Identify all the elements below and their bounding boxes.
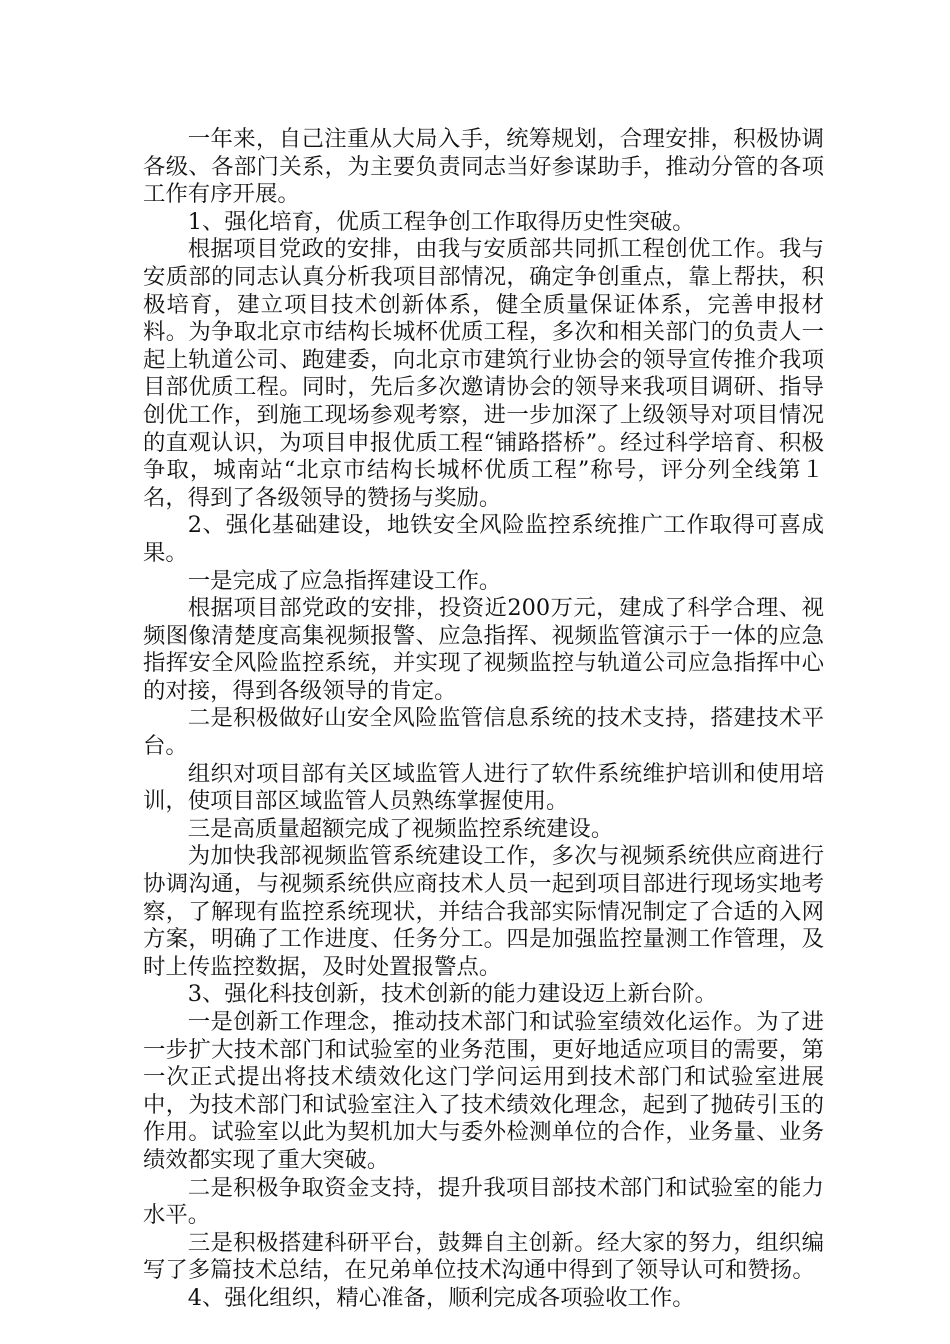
paragraph-item-2-title: 二是积极做好山安全风险监管信息系统的技术支持，搭建技术平台。 [143, 705, 824, 760]
document-page [143, 126, 824, 1313]
paragraph-item-2-body: 组织对项目部有关区域监管人进行了软件系统维护培训和使用培训，使项目部区域监管人员熟练掌握使用。 [143, 760, 824, 815]
paragraph-section-1-body: 根据项目党政的安排，由我与安质部共同抓工程创优工作。我与安质部的同志认真分析我项目部情况，确定争创重点，靠上帮扶，积极培育，建立项目技术创新体系，健全质量保证体系，完善申报材料。为争取北京市结构长城杯优质工程，多次和相关部门的负责人一起上轨道公司、跑建委，向北京市建筑行业协会的领导宣传推介我项目部优质工程。同时，先后多次邀请协会的领导来我项目调研、指导创优工作，到施工现场参观考察，进一步加深了上级领导对项目情况的直观认识，为项目申报优质工程“铺路搭桥”。经过科学培育、积极争取，城南站“北京市结构长城杯优质工程”称号，评分列全线第１名，得到了各级领导的赞扬与奖励。 [143, 236, 824, 511]
paragraph-item-1-title: 一是完成了应急指挥建设工作。 [187, 567, 502, 594]
heading-section-4: 4、强化组织，精心准备，顺利完成各项验收工作。 [187, 1284, 695, 1311]
paragraph-section-3-item-2: 二是积极争取资金支持，提升我项目部技术部门和试验室的能力水平。 [143, 1174, 824, 1229]
paragraph-item-3-body: 为加快我部视频监管系统建设工作，多次与视频系统供应商进行协调沟通，与视频系统供应商技术人员一起到项目部进行现场实地考察，了解现有监控系统现状，并结合我部实际情况制定了合适的入网方案，明确了工作进度、任务分工。四是加强监控量测工作管理，及时上传监控数据，及时处置报警点。 [143, 843, 824, 980]
heading-section-2: 2、强化基础建设，地铁安全风险监控系统推广工作取得可喜成果。 [143, 512, 824, 566]
paragraph-section-3-item-1: 一是创新工作理念，推动技术部门和试验室绩效化运作。为了进一步扩大技术部门和试验室的业务范围，更好地适应项目的需要，第一次正式提出将技术绩效化这门学问运用到技术部门和试验室进展中，为技术部门和试验室注入了技术绩效化理念，起到了抛砖引玉的作用。试验室以此为契机加大与委外检测单位的合作，业务量、业务绩效都实现了重大突破。 [143, 1009, 824, 1173]
heading-section-1: 1、强化培育，优质工程争创工作取得历史性突破。 [187, 208, 695, 235]
paragraph-item-1-body: 根据项目部党政的安排，投资近200万元，建成了科学合理、视频图像清楚度高集视频报警、应急指挥、视频监管演示于一体的应急指挥安全风险监控系统，并实现了视频监控与轨道公司应急指挥中心的对接，得到各级领导的肯定。 [143, 595, 824, 704]
heading-section-3: 3、强化科技创新，技术创新的能力建设迈上新台阶。 [187, 981, 718, 1008]
paragraph-item-3-title: 三是高质量超额完成了视频监控系统建设。 [187, 815, 614, 842]
paragraph-section-3-item-3: 三是积极搭建科研平台，鼓舞自主创新。经大家的努力，组织编写了多篇技术总结，在兄弟单位技术沟通中得到了领导认可和赞扬。 [143, 1229, 824, 1284]
paragraph-intro: 一年来，自己注重从大局入手，统筹规划，合理安排，积极协调各级、各部门关系，为主要负责同志当好参谋助手，推动分管的各项工作有序开展。 [143, 126, 824, 208]
